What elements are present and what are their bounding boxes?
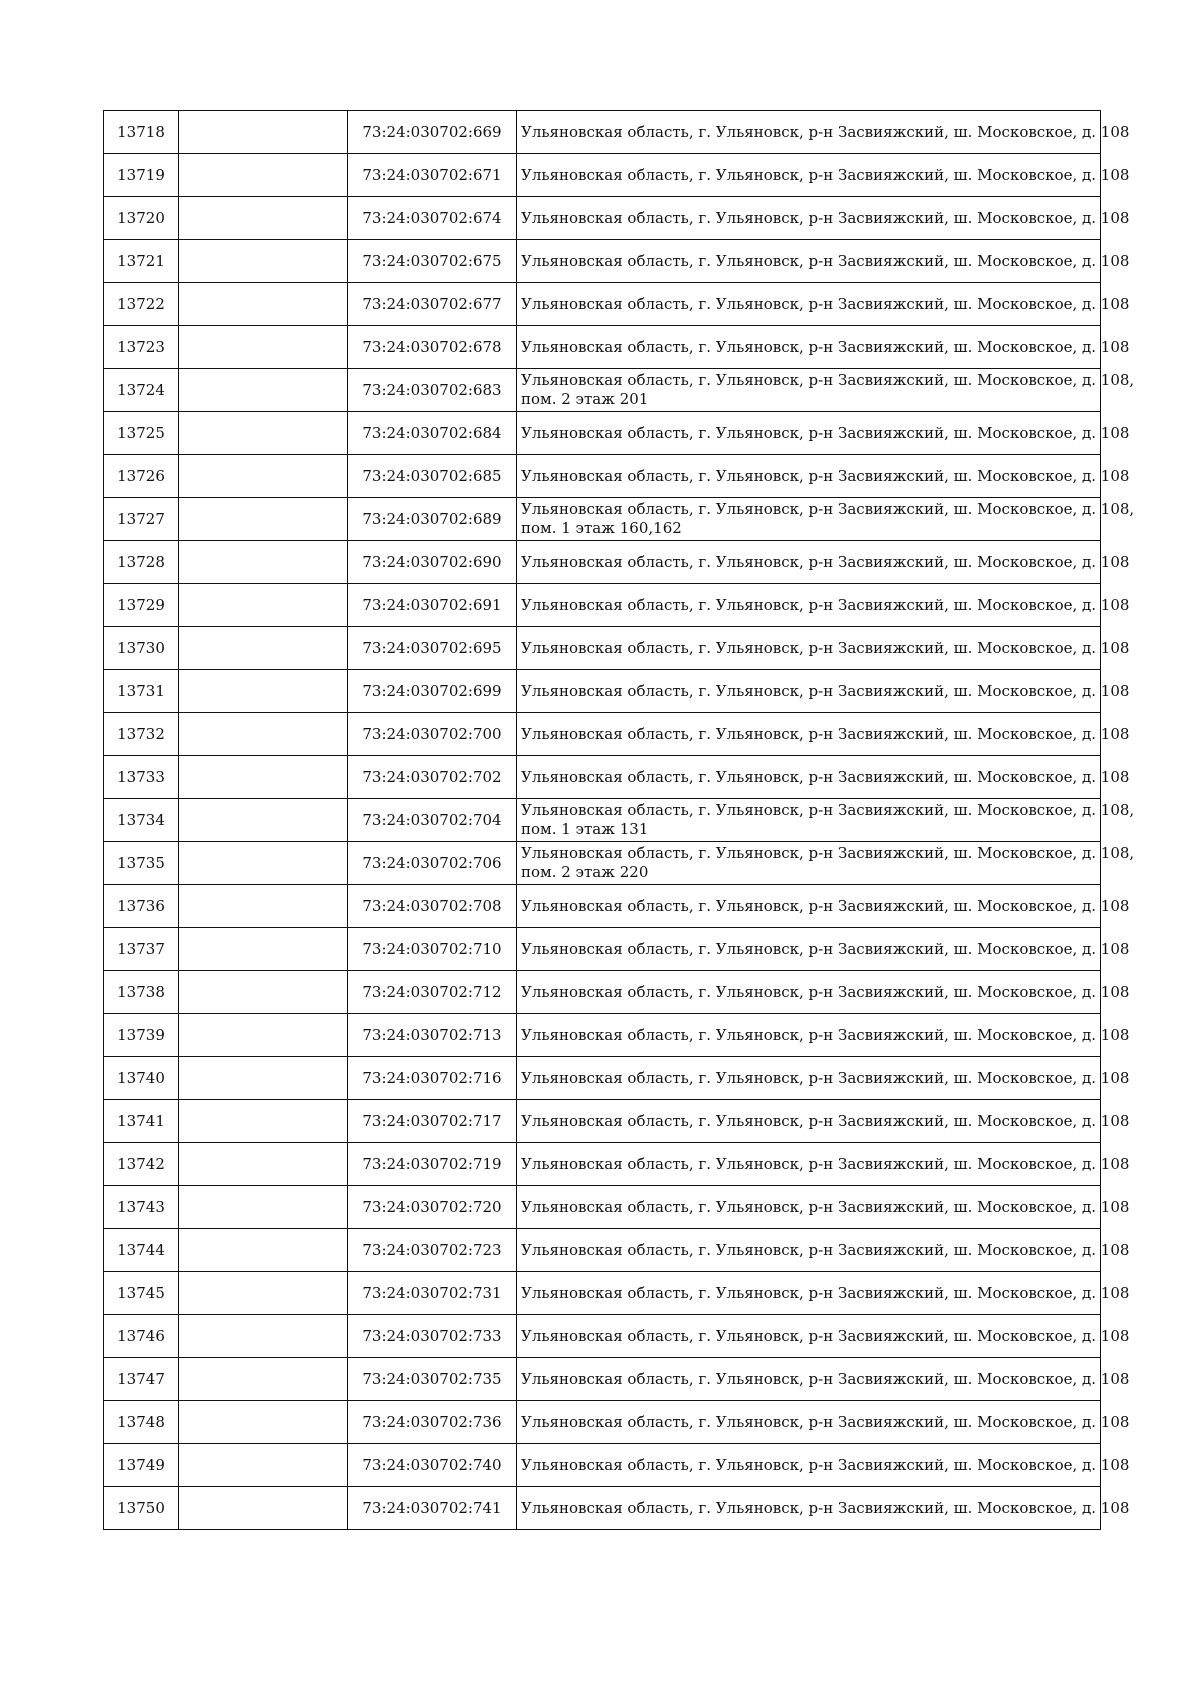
- empty-cell: [179, 498, 348, 541]
- empty-cell: [179, 455, 348, 498]
- row-number-cell: 13724: [104, 369, 179, 412]
- empty-cell: [179, 1487, 348, 1530]
- cadastral-number-cell: 73:24:030702:735: [348, 1358, 517, 1401]
- address-cell: [517, 369, 1135, 412]
- address-line-1: Ульяновская область, г. Ульяновск, р-н Засвияжский, ш. Московское, д. 108,: [521, 844, 1135, 862]
- empty-cell: [179, 1057, 348, 1100]
- table-row: [104, 498, 1101, 541]
- cadastral-number-cell: 73:24:030702:719: [348, 1143, 517, 1186]
- address-line-1: Ульяновская область, г. Ульяновск, р-н Засвияжский, ш. Московское, д. 108: [521, 1154, 1130, 1173]
- empty-cell: [179, 1186, 348, 1229]
- table-row: [104, 885, 1101, 928]
- address-cell: [517, 197, 1130, 240]
- row-number-cell: 13742: [104, 1143, 179, 1186]
- address-cell: [517, 885, 1130, 928]
- address-cell: [517, 541, 1130, 584]
- address-cell: [517, 498, 1135, 541]
- address-cell: [517, 1143, 1130, 1186]
- row-number-cell: 13732: [104, 713, 179, 756]
- table-row: [104, 1272, 1101, 1315]
- table-row: [104, 756, 1101, 799]
- address-line-1: Ульяновская область, г. Ульяновск, р-н Засвияжский, ш. Московское, д. 108: [521, 1025, 1130, 1044]
- address-cell: [517, 111, 1130, 154]
- empty-cell: [179, 713, 348, 756]
- row-number-cell: 13736: [104, 885, 179, 928]
- empty-cell: [179, 1229, 348, 1272]
- row-number-cell: 13726: [104, 455, 179, 498]
- table-row: [104, 541, 1101, 584]
- address-cell: [517, 1401, 1130, 1444]
- cadastral-number-cell: 73:24:030702:716: [348, 1057, 517, 1100]
- cadastral-number-cell: 73:24:030702:717: [348, 1100, 517, 1143]
- cadastral-number-cell: 73:24:030702:741: [348, 1487, 517, 1530]
- empty-cell: [179, 627, 348, 670]
- row-number-cell: 13734: [104, 799, 179, 842]
- row-number-cell: 13723: [104, 326, 179, 369]
- address-line-1: Ульяновская область, г. Ульяновск, р-н Засвияжский, ш. Московское, д. 108: [521, 1068, 1130, 1087]
- row-number-cell: 13725: [104, 412, 179, 455]
- address-line-1: Ульяновская область, г. Ульяновск, р-н Засвияжский, ш. Московское, д. 108: [521, 337, 1130, 356]
- empty-cell: [179, 1143, 348, 1186]
- table-row: [104, 412, 1101, 455]
- cadastral-number-cell: 73:24:030702:685: [348, 455, 517, 498]
- row-number-cell: 13735: [104, 842, 179, 885]
- table-row: [104, 842, 1101, 885]
- cadastral-number-cell: 73:24:030702:695: [348, 627, 517, 670]
- table-row: [104, 1057, 1101, 1100]
- table-row: [104, 971, 1101, 1014]
- cadastral-number-cell: 73:24:030702:700: [348, 713, 517, 756]
- address-line-1: Ульяновская область, г. Ульяновск, р-н Засвияжский, ш. Московское, д. 108: [521, 724, 1130, 743]
- address-line-1: Ульяновская область, г. Ульяновск, р-н Засвияжский, ш. Московское, д. 108: [521, 681, 1130, 700]
- address-cell: [517, 971, 1130, 1014]
- address-cell: [517, 1358, 1130, 1401]
- address-line-1: Ульяновская область, г. Ульяновск, р-н Засвияжский, ш. Московское, д. 108: [521, 1111, 1130, 1130]
- table-row: [104, 1143, 1101, 1186]
- table-row: [104, 455, 1101, 498]
- row-number-cell: 13718: [104, 111, 179, 154]
- empty-cell: [179, 1444, 348, 1487]
- address-line-1: Ульяновская область, г. Ульяновск, р-н Засвияжский, ш. Московское, д. 108,: [521, 371, 1135, 389]
- row-number-cell: 13730: [104, 627, 179, 670]
- address-line-1: Ульяновская область, г. Ульяновск, р-н Засвияжский, ш. Московское, д. 108,: [521, 500, 1135, 518]
- table-row: [104, 1186, 1101, 1229]
- address-cell: [517, 455, 1130, 498]
- cadastral-number-cell: 73:24:030702:723: [348, 1229, 517, 1272]
- address-line-1: Ульяновская область, г. Ульяновск, р-н Засвияжский, ш. Московское, д. 108: [521, 1326, 1130, 1345]
- row-number-cell: 13733: [104, 756, 179, 799]
- empty-cell: [179, 756, 348, 799]
- row-number-cell: 13745: [104, 1272, 179, 1315]
- table-row: [104, 1014, 1101, 1057]
- address-line-1: Ульяновская область, г. Ульяновск, р-н Засвияжский, ш. Московское, д. 108: [521, 294, 1130, 313]
- row-number-cell: 13746: [104, 1315, 179, 1358]
- table-row: [104, 283, 1101, 326]
- empty-cell: [179, 1100, 348, 1143]
- address-cell: [517, 713, 1130, 756]
- empty-cell: [179, 541, 348, 584]
- row-number-cell: 13750: [104, 1487, 179, 1530]
- empty-cell: [179, 412, 348, 455]
- row-number-cell: 13739: [104, 1014, 179, 1057]
- cadastral-number-cell: 73:24:030702:671: [348, 154, 517, 197]
- table-row: [104, 369, 1101, 412]
- address-cell: [517, 1444, 1130, 1487]
- table-row: [104, 197, 1101, 240]
- row-number-cell: 13727: [104, 498, 179, 541]
- table-row: [104, 154, 1101, 197]
- row-number-cell: 13748: [104, 1401, 179, 1444]
- address-line-1: Ульяновская область, г. Ульяновск, р-н Засвияжский, ш. Московское, д. 108: [521, 423, 1130, 442]
- table-row: [104, 928, 1101, 971]
- table-row: [104, 1487, 1101, 1530]
- cadastral-number-cell: 73:24:030702:708: [348, 885, 517, 928]
- address-cell: [517, 240, 1130, 283]
- row-number-cell: 13731: [104, 670, 179, 713]
- empty-cell: [179, 670, 348, 713]
- property-registry-table: [103, 110, 1135, 1530]
- empty-cell: [179, 240, 348, 283]
- empty-cell: [179, 1014, 348, 1057]
- row-number-cell: 13729: [104, 584, 179, 627]
- row-number-cell: 13747: [104, 1358, 179, 1401]
- address-cell: [517, 154, 1130, 197]
- table-row: [104, 240, 1101, 283]
- row-number-cell: 13722: [104, 283, 179, 326]
- row-number-cell: 13743: [104, 1186, 179, 1229]
- address-cell: [517, 842, 1135, 885]
- empty-cell: [179, 1315, 348, 1358]
- empty-cell: [179, 369, 348, 412]
- empty-cell: [179, 197, 348, 240]
- address-cell: [517, 1186, 1130, 1229]
- empty-cell: [179, 842, 348, 885]
- empty-cell: [179, 326, 348, 369]
- table-row: [104, 1358, 1101, 1401]
- empty-cell: [179, 111, 348, 154]
- address-cell: [517, 584, 1130, 627]
- table-row: [104, 111, 1101, 154]
- address-line-1: Ульяновская область, г. Ульяновск, р-н Засвияжский, ш. Московское, д. 108: [521, 165, 1130, 184]
- row-number-cell: 13737: [104, 928, 179, 971]
- row-number-cell: 13721: [104, 240, 179, 283]
- empty-cell: [179, 154, 348, 197]
- address-line-1: Ульяновская область, г. Ульяновск, р-н Засвияжский, ш. Московское, д. 108: [521, 1455, 1130, 1474]
- table-row: [104, 670, 1101, 713]
- address-cell: [517, 1229, 1130, 1272]
- address-line-1: Ульяновская область, г. Ульяновск, р-н Засвияжский, ш. Московское, д. 108,: [521, 801, 1135, 819]
- empty-cell: [179, 971, 348, 1014]
- empty-cell: [179, 1358, 348, 1401]
- address-line-1: Ульяновская область, г. Ульяновск, р-н Засвияжский, ш. Московское, д. 108: [521, 1197, 1130, 1216]
- address-cell: [517, 1272, 1130, 1315]
- address-line-1: Ульяновская область, г. Ульяновск, р-н Засвияжский, ш. Московское, д. 108: [521, 1412, 1130, 1431]
- empty-cell: [179, 885, 348, 928]
- address-line-1: Ульяновская область, г. Ульяновск, р-н Засвияжский, ш. Московское, д. 108: [521, 767, 1130, 786]
- address-cell: [517, 799, 1135, 842]
- cadastral-number-cell: 73:24:030702:710: [348, 928, 517, 971]
- row-number-cell: 13741: [104, 1100, 179, 1143]
- cadastral-number-cell: 73:24:030702:691: [348, 584, 517, 627]
- address-cell: [517, 1014, 1130, 1057]
- cadastral-number-cell: 73:24:030702:704: [348, 799, 517, 842]
- empty-cell: [179, 928, 348, 971]
- cadastral-number-cell: 73:24:030702:699: [348, 670, 517, 713]
- empty-cell: [179, 283, 348, 326]
- empty-cell: [179, 1401, 348, 1444]
- cadastral-number-cell: 73:24:030702:683: [348, 369, 517, 412]
- address-cell: [517, 928, 1130, 971]
- table-row: [104, 1315, 1101, 1358]
- address-line-2: пом. 1 этаж 131: [521, 820, 649, 838]
- cadastral-number-cell: 73:24:030702:740: [348, 1444, 517, 1487]
- address-line-1: Ульяновская область, г. Ульяновск, р-н Засвияжский, ш. Московское, д. 108: [521, 896, 1130, 915]
- address-line-2: пом. 2 этаж 220: [521, 863, 649, 881]
- address-line-1: Ульяновская область, г. Ульяновск, р-н Засвияжский, ш. Московское, д. 108: [521, 552, 1130, 571]
- cadastral-number-cell: 73:24:030702:712: [348, 971, 517, 1014]
- cadastral-number-cell: 73:24:030702:689: [348, 498, 517, 541]
- row-number-cell: 13728: [104, 541, 179, 584]
- address-line-2: пом. 1 этаж 160,162: [521, 519, 682, 537]
- address-line-1: Ульяновская область, г. Ульяновск, р-н Засвияжский, ш. Московское, д. 108: [521, 466, 1130, 485]
- cadastral-number-cell: 73:24:030702:733: [348, 1315, 517, 1358]
- cadastral-number-cell: 73:24:030702:736: [348, 1401, 517, 1444]
- row-number-cell: 13740: [104, 1057, 179, 1100]
- empty-cell: [179, 1272, 348, 1315]
- address-line-1: Ульяновская область, г. Ульяновск, р-н Засвияжский, ш. Московское, д. 108: [521, 638, 1130, 657]
- address-cell: [517, 670, 1130, 713]
- table-row: [104, 326, 1101, 369]
- address-cell: [517, 1487, 1130, 1530]
- row-number-cell: 13719: [104, 154, 179, 197]
- table-row: [104, 1100, 1101, 1143]
- row-number-cell: 13738: [104, 971, 179, 1014]
- table-row: [104, 1401, 1101, 1444]
- address-cell: [517, 627, 1130, 670]
- address-line-1: Ульяновская область, г. Ульяновск, р-н Засвияжский, ш. Московское, д. 108: [521, 251, 1130, 270]
- address-cell: [517, 1315, 1130, 1358]
- cadastral-number-cell: 73:24:030702:669: [348, 111, 517, 154]
- table-row: [104, 627, 1101, 670]
- address-cell: [517, 283, 1130, 326]
- address-cell: [517, 326, 1130, 369]
- cadastral-number-cell: 73:24:030702:706: [348, 842, 517, 885]
- cadastral-number-cell: 73:24:030702:702: [348, 756, 517, 799]
- cadastral-number-cell: 73:24:030702:684: [348, 412, 517, 455]
- address-line-1: Ульяновская область, г. Ульяновск, р-н Засвияжский, ш. Московское, д. 108: [521, 1283, 1130, 1302]
- address-line-1: Ульяновская область, г. Ульяновск, р-н Засвияжский, ш. Московское, д. 108: [521, 1240, 1130, 1259]
- address-line-1: Ульяновская область, г. Ульяновск, р-н Засвияжский, ш. Московское, д. 108: [521, 982, 1130, 1001]
- table-row: [104, 799, 1101, 842]
- cadastral-number-cell: 73:24:030702:731: [348, 1272, 517, 1315]
- address-cell: [517, 1057, 1130, 1100]
- cadastral-number-cell: 73:24:030702:674: [348, 197, 517, 240]
- table-row: [104, 584, 1101, 627]
- cadastral-number-cell: 73:24:030702:678: [348, 326, 517, 369]
- row-number-cell: 13720: [104, 197, 179, 240]
- cadastral-number-cell: 73:24:030702:677: [348, 283, 517, 326]
- registry-table-body: [104, 111, 1135, 1530]
- row-number-cell: 13749: [104, 1444, 179, 1487]
- address-line-1: Ульяновская область, г. Ульяновск, р-н Засвияжский, ш. Московское, д. 108: [521, 1498, 1130, 1517]
- cadastral-number-cell: 73:24:030702:690: [348, 541, 517, 584]
- address-cell: [517, 412, 1130, 455]
- address-line-1: Ульяновская область, г. Ульяновск, р-н Засвияжский, ш. Московское, д. 108: [521, 122, 1130, 141]
- address-line-2: пом. 2 этаж 201: [521, 390, 649, 408]
- empty-cell: [179, 584, 348, 627]
- cadastral-number-cell: 73:24:030702:720: [348, 1186, 517, 1229]
- address-cell: [517, 1100, 1130, 1143]
- table-row: [104, 1229, 1101, 1272]
- empty-cell: [179, 799, 348, 842]
- cadastral-number-cell: 73:24:030702:713: [348, 1014, 517, 1057]
- row-number-cell: 13744: [104, 1229, 179, 1272]
- address-line-1: Ульяновская область, г. Ульяновск, р-н Засвияжский, ш. Московское, д. 108: [521, 1369, 1130, 1388]
- address-line-1: Ульяновская область, г. Ульяновск, р-н Засвияжский, ш. Московское, д. 108: [521, 595, 1130, 614]
- table-row: [104, 1444, 1101, 1487]
- address-line-1: Ульяновская область, г. Ульяновск, р-н Засвияжский, ш. Московское, д. 108: [521, 208, 1130, 227]
- table-row: [104, 713, 1101, 756]
- address-line-1: Ульяновская область, г. Ульяновск, р-н Засвияжский, ш. Московское, д. 108: [521, 939, 1130, 958]
- cadastral-number-cell: 73:24:030702:675: [348, 240, 517, 283]
- address-cell: [517, 756, 1130, 799]
